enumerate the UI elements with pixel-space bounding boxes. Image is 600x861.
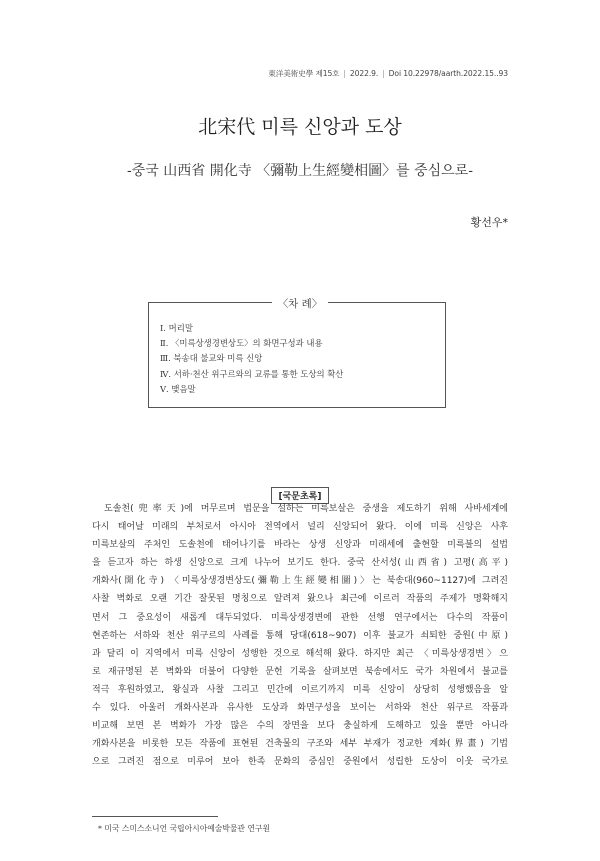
- separator: |: [343, 69, 346, 78]
- author-name: 황선우*: [470, 216, 508, 229]
- doi: Doi 10.22978/aarth.2022.15..93: [388, 69, 508, 78]
- abstract-line: 을 듣고자 하는 하생 신앙으로 크게 나누어 보기도 한다. 중국 산서성(山西省) 고평(高平): [92, 558, 508, 569]
- abstract-line: 사찰 벽화로 오랜 기간 잘못된 명칭으로 알려져 왔으나 최근에 이르러 작품의 주제가 명확해지: [92, 594, 508, 605]
- abstract-line: 비교해 보면 본 벽화가 가장 많은 수의 장면을 보다 충실하게 도해하고 있을 뿐만 아니라: [92, 721, 508, 732]
- separator: |: [382, 69, 385, 78]
- abstract-line: 개화사(開化寺) 〈미륵상생경변상도(彌勒上生經變相圖)〉는 북송대(960~1127)에 그려진: [92, 576, 508, 587]
- toc-item: Ⅴ. 맺음말: [160, 383, 196, 394]
- abstract-line: 적극 후원하였고, 왕실과 사찰 그리고 민간에 이르기까지 미륵 신앙이 상당히 성행했음을 알: [92, 684, 508, 695]
- footnote-divider: [92, 816, 218, 817]
- abstract-line: 로 재규명된 본 벽화와 더불어 다양한 문헌 기록을 살펴보면 북송에서도 국가 차원에서 불교를: [92, 666, 508, 677]
- abstract-heading: [국문초록]: [271, 487, 328, 504]
- toc-item: Ⅲ. 북송대 불교와 미륵 신앙: [160, 353, 263, 364]
- abstract-line: 면서 그 중요성이 새롭게 대두되었다. 미륵상생경변에 관한 선행 연구에서는 다수의 작품이: [92, 612, 508, 623]
- abstract-line: 현존하는 서하와 천산 위구르의 사례를 통해 당대(618~907) 이후 불교가 쇠퇴한 중원(中原): [92, 630, 508, 641]
- toc-item: Ⅰ. 머리말: [160, 323, 193, 333]
- journal-name: 東洋美術史學 제15호: [268, 69, 340, 78]
- toc-item: Ⅳ. 서하·천산 위구르와의 교류를 통한 도상의 확산: [160, 368, 344, 379]
- abstract-line: 도솔천(兜率天)에 머무르며 법문을 설하는 미륵보살은 중생을 제도하기 위해 사바세계에: [104, 504, 508, 514]
- abstract-body: [92, 500, 508, 771]
- abstract-line: 미륵보살의 주처인 도솔천에 태어나기를 바라는 상생 신앙과 미래세에 출현할 미륵불의 설법: [92, 540, 508, 551]
- paper-title: 北宋代 미륵 신앙과 도상: [198, 116, 402, 138]
- footnote: * 미국 스미스소니언 국립아시아예술박물관 연구원: [98, 824, 270, 833]
- abstract-line: 과 달리 이 지역에서 미륵 신앙이 성행한 것으로 해석해 왔다. 하지만 최근 〈미륵상생경변〉으: [92, 648, 508, 659]
- abstract-line: 으로 그려진 점으로 미루어 보아 한족 문화의 중심인 중원에서 성립한 도상이 이웃 국가로: [92, 757, 508, 768]
- toc-item: Ⅱ. 〈미륵상생경변상도〉의 화면구성과 내용: [160, 338, 323, 349]
- toc-title-wrap: [0, 292, 600, 311]
- abstract-line: 개화사본을 비롯한 모든 작품에 표현된 건축물의 구조와 세부 부재가 정교한 계화(界畫) 기법: [92, 739, 508, 750]
- paper-subtitle: -중국 山西省 開化寺 〈彌勒上生經變相圖〉를 중심으로-: [127, 163, 473, 179]
- issue-date: 2022.9.: [349, 69, 379, 78]
- abstract-line: 수 있다. 아울러 개화사본과 유사한 도상과 화면구성을 보이는 서하와 천산 위구르 작품과: [92, 703, 508, 714]
- toc-title: 〈차 례〉: [272, 298, 329, 310]
- abstract-line: 다시 태어날 미래의 부처로서 아시아 전역에서 널리 신앙되어 왔다. 이에 미륵 신앙은 사후: [92, 522, 508, 533]
- toc-list: [160, 321, 442, 397]
- journal-info: [240, 68, 508, 79]
